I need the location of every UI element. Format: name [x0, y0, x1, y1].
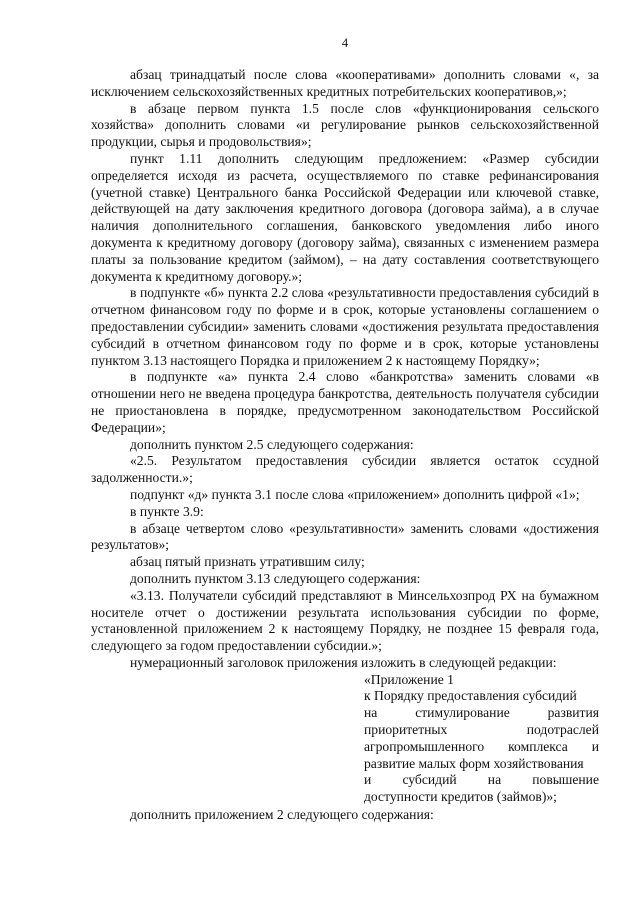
document-body-closing — [91, 807, 599, 824]
paragraph-7: «2.5. Результатом предоставления субсидии является остаток ссудной задолженности.»; — [91, 453, 599, 486]
paragraph-2: в абзаце первом пункта 1.5 после слов «функционирования сельского хозяйства» дополнить словами «и регулирование рынков сельскохозяйственной продукции, сырья и продовольствия»; — [91, 100, 599, 150]
appendix-line-3: на стимулирование развития — [364, 705, 599, 721]
paragraph-12: дополнить пунктом 3.13 следующего содержания: — [130, 570, 421, 586]
paragraph-8: подпункт «д» пункта 3.1 после слова «приложением» дополнить цифрой «1»; — [130, 486, 580, 502]
paragraph-5: в подпункте «а» пункта 2.4 слово «банкротства» заменить словами «в отношении него не введена процедура банкротства, деятельность получателя субсидии не приостановлена в порядке, предусмотренном законодательством Российской Федерации»; — [91, 369, 599, 435]
paragraph-1: абзац тринадцатый после слова «кооперативами» дополнить словами «, за исключением сельскохозяйственных кредитных потребительских кооперативов,»; — [91, 67, 599, 99]
paragraph-3: пункт 1.11 дополнить следующим предложением: «Размер субсидии определяется исходя из расчета, осуществляемого по ставке рефинансирования (учетной ставке) Центрального банка Российской Федерации или ключевой ставке, действующей на дату заключения кредитного договора (договора займа), а в случае наличия дополнительного соглашения, банковского уведомления либо иного документа к кредитному договору (договору займа), связанных с изменением размера платы за пользование кредитом (займом), – на дату составления соответствующего документа к кредитному договору.»; — [91, 150, 599, 284]
paragraph-13: «3.13. Получатели субсидий представляют в Минсельхозпрод РХ на бумажном носителе отчет о достижении результата использования субсидии по форме, установленной приложением 2 к настоящему Порядку, не позднее 15 февраля года, следующего за годом предоставлении субсидии.»; — [91, 587, 599, 654]
appendix-line-2: к Порядку предоставления субсидий — [364, 688, 577, 704]
appendix-line-8: доступности кредитов (займов)»; — [364, 789, 557, 805]
appendix-line-5: агропромышленного комплекса и — [364, 738, 599, 754]
appendix-heading — [364, 672, 599, 806]
page-number: 4 — [341, 36, 349, 50]
paragraph-11: абзац пятый признать утратившим силу; — [130, 554, 365, 570]
appendix-line-7: и субсидий на повышение — [364, 772, 599, 788]
paragraph-14: нумерационный заголовок приложения изложить в следующей редакции: — [130, 654, 557, 670]
appendix-line-6: развитие малых форм хозяйствования — [364, 755, 584, 771]
document-body — [91, 67, 599, 672]
paragraph-9: в пункте 3.9: — [130, 503, 204, 519]
paragraph-6: дополнить пунктом 2.5 следующего содержания: — [130, 436, 414, 452]
appendix-line-1: «Приложение 1 — [364, 671, 454, 687]
closing-paragraph: дополнить приложением 2 следующего содержания: — [130, 807, 434, 823]
appendix-line-4: приоритетных подотраслей — [364, 722, 599, 738]
paragraph-10: в абзаце четвертом слово «результативности» заменить словами «достижения результатов»; — [91, 520, 599, 553]
paragraph-4: в подпункте «б» пункта 2.2 слова «результативности предоставления субсидий в отчетном финансовом году по форме и в срок, которые установлены соглашением о предоставлении субсидии» заменить словами «достижения результата предоставления субсидий в отчетном финансовом году по форме и в срок, которые установлены пунктом 3.13 настоящего Порядка и приложением 2 к настоящему Порядку»; — [91, 285, 599, 368]
